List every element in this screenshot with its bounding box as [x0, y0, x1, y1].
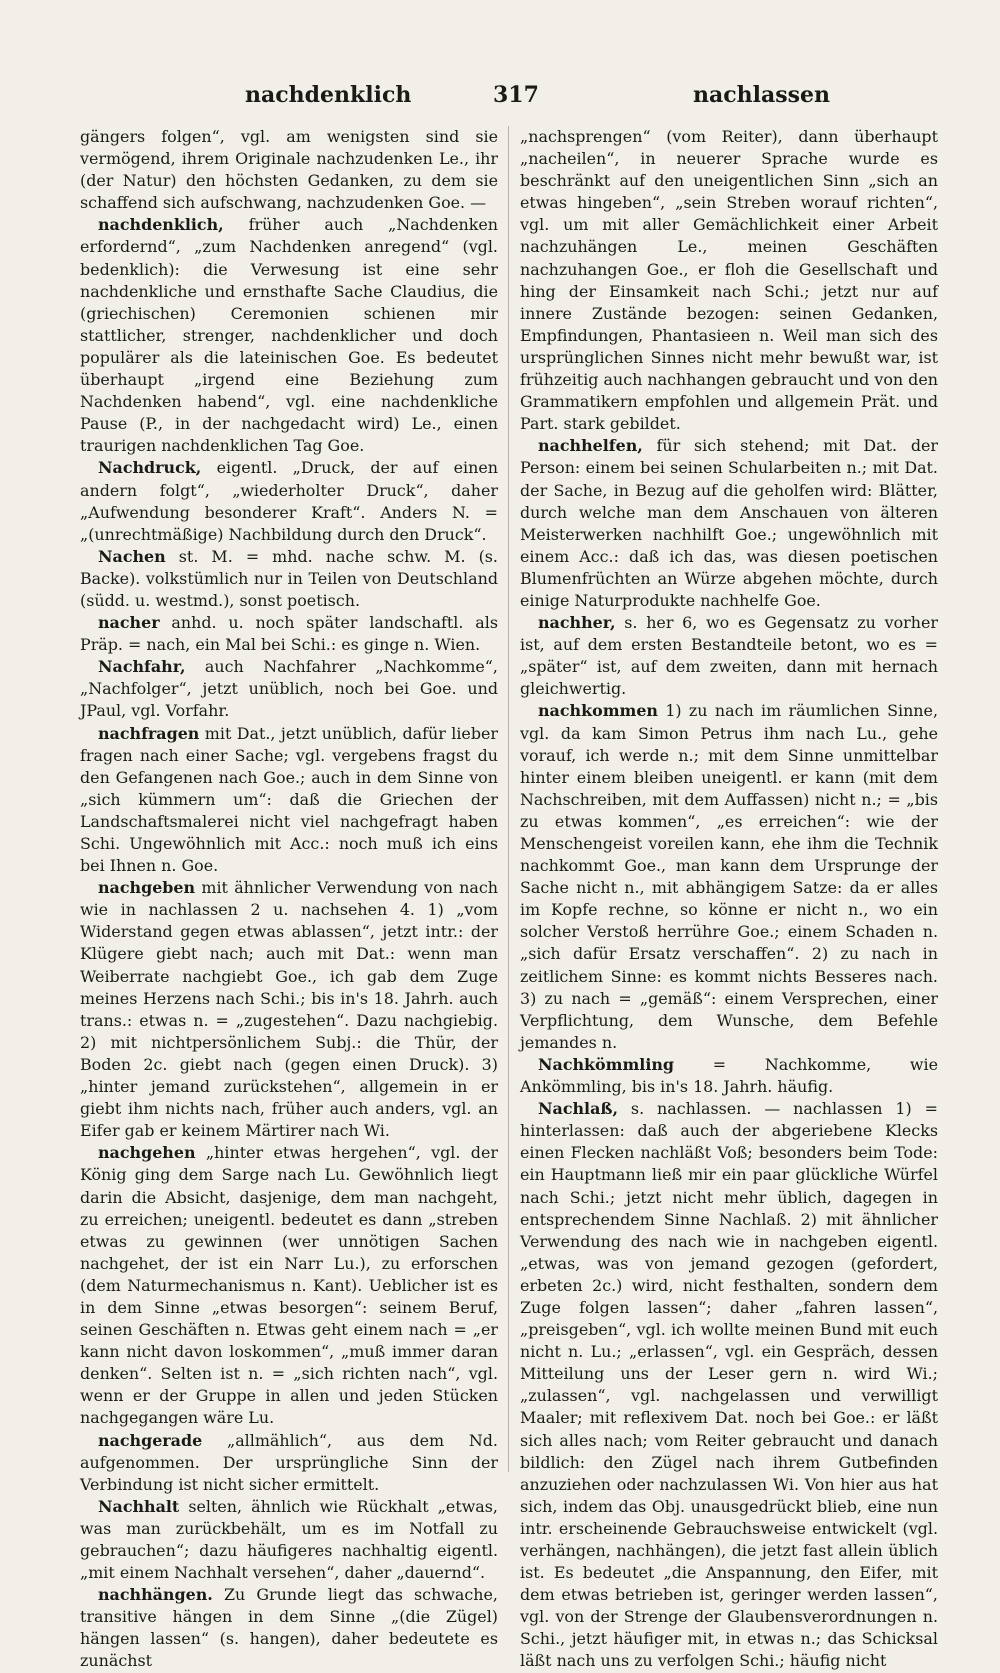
entry-paragraph: [80, 1430, 498, 1496]
entry-text: selten, ähnlich wie Rückhalt „etwas, was man zurückbehält, um es im Notfall zu gebrauchen“; dazu häufigeres nachhaltig eigentl. „mit einem Nachhalt versehen“, daher „dauernd“.: [80, 1496, 498, 1583]
entry-headword: Nachlaß,: [538, 1099, 618, 1119]
column-divider: [508, 126, 509, 1472]
entry-text: Zu Grunde liegt das schwache, transitive hängen in dem Sinne „(die Zügel) hängen lassen“ (s. hangen), daher bedeutete es zunächst: [80, 1585, 498, 1671]
entry-headword: nachgeben: [98, 878, 196, 898]
entry-text: mit Dat., jetzt unüblich, dafür lieber fragen nach einer Sache; vgl. vergebens fragst du den Gefangenen nach Goe.; auch in dem Sinne von „sich kümmern um“: daß die Griechen der Landschaftsmalerei nicht viel nachgefragt haben Schi. Ungewöhnlich mit Acc.: noch muß ich eins bei Ihnen n. Goe.: [80, 723, 498, 876]
entry-text: = Nachkomme, wie Ankömmling, bis in's 18. Jahrh. häufig.: [520, 1054, 938, 1097]
entry-paragraph: [520, 1054, 938, 1098]
entry-headword: nachgerade: [98, 1430, 203, 1450]
entry-paragraph: [520, 612, 938, 700]
entry-text: s. nachlassen. — nachlassen 1) = hinterlassen: daß auch der abgeriebene Klecks einen Flecken nachläßt Voß; besonders beim Tode: ein Hauptmann ließ mir ein paar glückliche Würfel nach Schi.; jetzt nicht mehr üblich, dagegen in entsprechendem Sinne Nachlaß. 2) mit ähnlicher Verwendung des nach wie in nachgeben eigentl. „etwas, was von jemand gezogen (gefordert, erbeten 2c.) wird, nicht festhalten, sondern dem Zuge folgen lassen“; daher „fahren lassen“, „preisgeben“, vgl. ich wollte meinen Bund mit euch nicht n. Lu.; „erlassen“, vgl. ein Gespräch, dessen Mitteilung uns der Leser gern n. wird Wi.; „zulassen“, vgl. nachgelassen und verwilligt Maaler; mit reflexivem Dat. noch bei Goe.: er läßt sich alles nach; vom Reiter gebraucht und danach bildlich: den Zügel nach ihrem Gutbefinden anzuziehen oder nachzulassen Wi. Von hier aus hat sich, indem das Obj. unausgedrückt blieb, eine nun intr. erscheinende Gebrauchsweise entwickelt (vgl. verhängen, nachhängen), die jetzt fast allein üblich ist. Es bedeutet „die Anspannung, den Eifer, mit dem etwas betrieben ist, geringer werden lassen“, vgl. von der Strenge der Glaubensverordnungen n. Schi., jetzt häufiger mit, in etwas n.; das Schicksal läßt nach uns zu verfolgen Schi.; häufig nicht: [520, 1099, 938, 1671]
entry-headword: Nachdruck,: [98, 458, 202, 478]
entry-text: auch Nachfahrer „Nachkomme“, „Nachfolger“, jetzt unüblich, noch bei Goe. und JPaul, vgl. Vorfahr.: [80, 657, 498, 721]
entry-text: gängers folgen“, vgl. am wenigsten sind sie vermögend, ihrem Originale nachzudenken Le., ihr (der Natur) den höchsten Gedanken, zu dem sie schaffend sich aufschwang, nachzudenken Goe. —: [80, 127, 498, 213]
right-column: [520, 126, 938, 1671]
entry-paragraph: [80, 656, 498, 722]
entry-headword: Nachfahr,: [98, 657, 186, 677]
entry-headword: Nachen: [98, 546, 166, 566]
entry-headword: nacher: [98, 613, 160, 633]
entry-paragraph: [80, 457, 498, 545]
entry-paragraph: [80, 1142, 498, 1429]
entry-paragraph: [520, 1098, 938, 1672]
entry-text: „nachsprengen“ (vom Reiter), dann überhaupt „nacheilen“, in neuerer Sprache wurde es beschränkt auf den uneigentlichen Sinn „sich an etwas hingeben“, „sein Streben worauf richten“, vgl. um mit aller Gemächlichkeit einer Arbeit nachzuhängen Le., meinen Geschäften nachzuhangen Goe., er floh die Gesellschaft und hing der Einsamkeit nach Schi.; jetzt nur auf innere Zustände bezogen: seinen Gedanken, Empfindungen, Phantasieen n. Weil man sich des ursprünglichen Sinnes nicht mehr bewußt war, ist frühzeitig auch nachhangen gebraucht und von den Grammatikern empfohlen und allgemein Prät. und Part. stark gebildet.: [520, 127, 938, 434]
entry-headword: nachfragen: [98, 723, 200, 743]
entry-text: „allmählich“, aus dem Nd. aufgenommen. Der ursprüngliche Sinn der Verbindung ist nicht sicher ermittelt.: [80, 1430, 498, 1494]
entry-text: für sich stehend; mit Dat. der Person: einem bei seinen Schularbeiten n.; mit Dat. der Sache, in Bezug auf die geholfen wird: Blätter, durch welche man dem Anschauen von älteren Meisterwerken nachhilft Goe.; ungewöhnlich mit einem Acc.: daß ich das, was diesen poetischen Blumenfrüchten an Würze abgehen möchte, durch einige Naturprodukte nachhelfe Goe.: [520, 436, 938, 610]
entry-headword: nachgehen: [98, 1143, 196, 1163]
entry-paragraph: [80, 723, 498, 878]
entry-paragraph: [520, 126, 938, 435]
entry-paragraph: [520, 435, 938, 612]
entry-text: 1) zu nach im räumlichen Sinne, vgl. da kam Simon Petrus ihm nach Lu., gehe vorauf, ich werde n.; mit dem Sinne unmittelbar hinter einem bleiben uneigentl. er kann (mit dem Nachschreiben, mit dem Auffassen) nicht n.; = „bis zu etwas kommen“, „es erreichen“: wie der Menschengeist voreilen kann, ehe ihm die Technik nachkommt Goe., man kann dem Ursprunge der Sache nicht n., mit abhängigem Satze: da er alles im Kopfe rechne, so könne er nicht n., wo ein solcher Verstoß herrühre Goe.; einem Schaden n. „sich dafür Ersatz verschaffen“. 2) zu nach in zeitlichem Sinne: es kommt nichts Besseres nach. 3) zu nach = „gemäß“: einem Versprechen, einer Verpflichtung, dem Wunsche, dem Befehle jemandes n.: [520, 701, 938, 1052]
entry-text: früher auch „Nachdenken erfordernd“, „zum Nachdenken anregend“ (vgl. bedenklich): die Verwesung ist eine sehr nachdenkliche und ernsthafte Sache Claudius, die (griechischen) Ceremonien schienen mir stattlicher, strenger, nachdenklicher und doch populärer als die lateinischen Goe. Es bedeutet überhaupt „irgend eine Beziehung zum Nachdenken habend“, vgl. eine nachdenkliche Pause (P., in der nachgedacht wird) Le., einen traurigen nachdenklichen Tag Goe.: [80, 215, 498, 456]
entry-headword: Nachkömmling: [538, 1054, 675, 1074]
page-header: [80, 82, 922, 118]
entry-headword: nachkommen: [538, 701, 658, 721]
entry-headword: nachdenklich,: [98, 215, 224, 235]
page-number: 317: [493, 82, 539, 108]
entry-text: eigentl. „Druck, der auf einen andern folgt“, „wiederholter Druck“, daher „Aufwendung besonderer Kraft“. Anders N. = „(unrechtmäßige) Nachbildung durch den Druck“.: [80, 458, 498, 544]
entry-paragraph: [80, 126, 498, 214]
entry-text: mit ähnlicher Verwendung von nach wie in nachlassen 2 u. nachsehen 4. 1) „vom Widerstand gegen etwas ablassen“, jetzt intr.: der Klügere giebt nach; auch mit Dat.: wenn man Weiberrate nachgiebt Goe., ich gab dem Zuge meines Herzens nach Schi.; bis in's 18. Jahrh. auch trans.: etwas n. = „zugestehen“. Dazu nachgiebig. 2) mit nichtpersönlichem Subj.: die Thür, der Boden 2c. giebt nach (gegen einen Druck). 3) „hinter jemand zurückstehen“, allgemein in er giebt ihm nichts nach, früher auch anders, vgl. an Eifer gab er keinem Märtirer nach Wi.: [80, 878, 498, 1141]
entry-text: anhd. u. noch später landschaftl. als Präp. = nach, ein Mal bei Schi.: es ginge n. Wien.: [80, 613, 498, 655]
entry-paragraph: [80, 214, 498, 457]
entry-headword: nachhelfen,: [538, 436, 643, 456]
entry-paragraph: [80, 1584, 498, 1672]
entry-paragraph: [80, 546, 498, 612]
right-running-head: nachlassen: [692, 82, 830, 108]
entry-paragraph: [80, 877, 498, 1142]
entry-headword: nachhängen.: [98, 1585, 213, 1605]
entry-text: st. M. = mhd. nache schw. M. (s. Backe). volkstümlich nur in Teilen von Deutschland (südd. u. westmd.), sonst poetisch.: [80, 546, 498, 610]
left-column: [80, 126, 498, 1671]
entry-headword: Nachhalt: [98, 1496, 180, 1516]
entry-paragraph: [80, 1496, 498, 1584]
entry-paragraph: [80, 612, 498, 656]
left-running-head: nachdenklich: [245, 82, 412, 108]
entry-paragraph: [520, 700, 938, 1054]
entry-headword: nachher,: [538, 613, 616, 633]
entry-text: s. her 6, wo es Gegensatz zu vorher ist, auf dem ersten Bestandteile betont, wo es = „später“ ist, auf dem zweiten, dann mit hernach gleichwertig.: [520, 613, 938, 699]
entry-text: „hinter etwas hergehen“, vgl. der König ging dem Sarge nach Lu. Gewöhnlich liegt darin die Absicht, dasjenige, dem man nachgeht, zu erreichen; uneigentl. bedeutet es dann „streben etwas zu gewinnen (wer unnötigen Sachen nachgehet, der ist ein Narr Lu.), zu erforschen (dem Naturmechanismus n. Kant). Ueblicher ist es in dem Sinne „etwas besorgen“: seinem Beruf, seinen Geschäften n. Etwas geht einem nach = „er kann nicht davon loskommen“, „muß immer daran denken“. Selten ist n. = „sich richten nach“, vgl. wenn er der Gruppe in allen und jeden Stücken nachgegangen wäre Lu.: [80, 1143, 498, 1428]
